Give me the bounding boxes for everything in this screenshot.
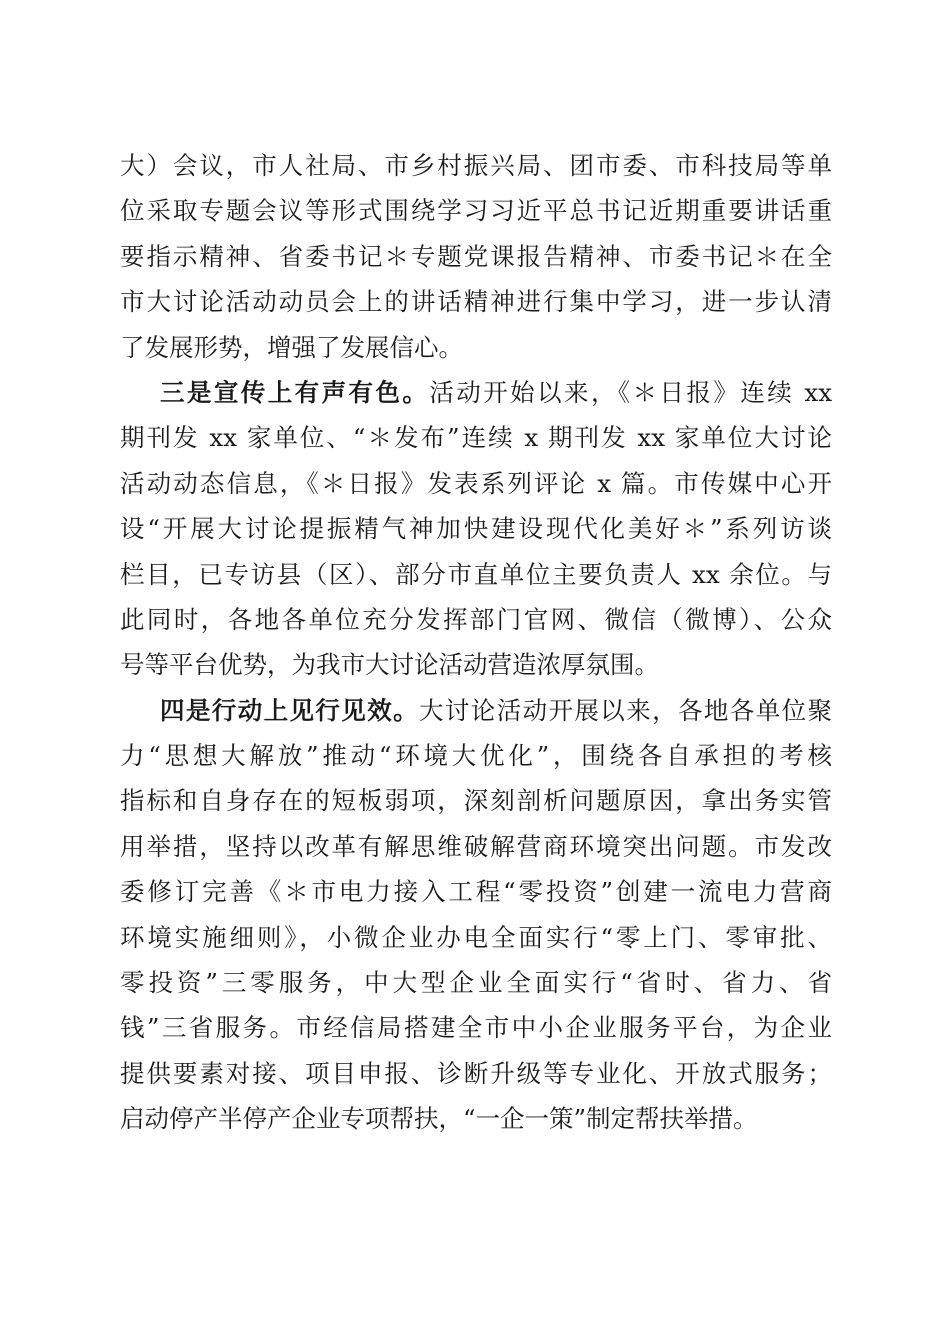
paragraph-2 bbox=[120, 370, 832, 688]
text-line: 要指示精神、省委书记＊专题党课报告精神、市委书记＊在全 bbox=[120, 241, 832, 271]
text-line: 位采取专题会议等形式围绕学习习近平总书记近期重要讲话重 bbox=[120, 196, 832, 226]
paragraph-lead-heading: 四是行动上见行见效。 bbox=[160, 695, 419, 725]
text-line bbox=[120, 370, 832, 415]
text-line: 市大讨论活动动员会上的讲话精神进行集中学习，进一步认清 bbox=[120, 287, 832, 317]
paragraph-first-line-text: 大讨论活动开展以来，各地各单位聚 bbox=[419, 695, 832, 725]
text-line bbox=[120, 688, 832, 733]
text-line: 提供要素对接、项目申报、诊断升级等专业化、开放式服务； bbox=[120, 1058, 832, 1088]
text-line: 了发展形势，增强了发展信心。 bbox=[120, 332, 463, 362]
text-line: 委修订完善《＊市电力接入工程“零投资”创建一流电力营商 bbox=[120, 877, 832, 907]
text-line: 环境实施细则》，小微企业办电全面实行“零上门、零审批、 bbox=[120, 922, 832, 952]
document-body bbox=[120, 143, 832, 1142]
text-line: 指标和自身存在的短板弱项，深刻剖析问题原因，拿出务实管 bbox=[120, 786, 832, 816]
text-line: 大）会议，市人社局、市乡村振兴局、团市委、市科技局等单 bbox=[120, 151, 832, 180]
text-line: 栏目，已专访县（区）、部分市直单位主要负责人 xx 余位。与 bbox=[120, 559, 832, 589]
text-line: 零投资”三零服务，中大型企业全面实行“省时、省力、省 bbox=[120, 968, 832, 998]
paragraph-first-line-text: 活动开始以来，《＊日报》连续 xx bbox=[429, 377, 833, 407]
paragraph-3 bbox=[120, 688, 832, 1142]
text-line: 号等平台优势，为我市大讨论活动营造浓厚氛围。 bbox=[120, 650, 659, 680]
paragraph-1 bbox=[120, 143, 832, 370]
text-line: 活动动态信息，《＊日报》发表系列评论 x 篇。市传媒中心开 bbox=[120, 468, 832, 498]
text-line: 启动停产半停产企业专项帮扶，“一企一策”制定帮扶举措。 bbox=[120, 1104, 758, 1134]
text-line: 用举措，坚持以改革有解思维破解营商环境突出问题。市发改 bbox=[120, 831, 832, 861]
text-line: 钱”三省服务。市经信局搭建全市中小企业服务平台，为企业 bbox=[120, 1013, 832, 1043]
text-line: 期刊发 xx 家单位、“＊发布”连续 x 期刊发 xx 家单位大讨论 bbox=[120, 423, 832, 453]
text-line: 设“开展大讨论提振精气神加快建设现代化美好＊”系列访谈 bbox=[120, 514, 832, 544]
paragraph-lead-heading: 三是宣传上有声有色。 bbox=[160, 377, 430, 407]
text-line: 此同时，各地各单位充分发挥部门官网、微信（微博）、公众 bbox=[120, 604, 832, 634]
text-line: 力“思想大解放”推动“环境大优化”，围绕各自承担的考核 bbox=[120, 741, 832, 771]
